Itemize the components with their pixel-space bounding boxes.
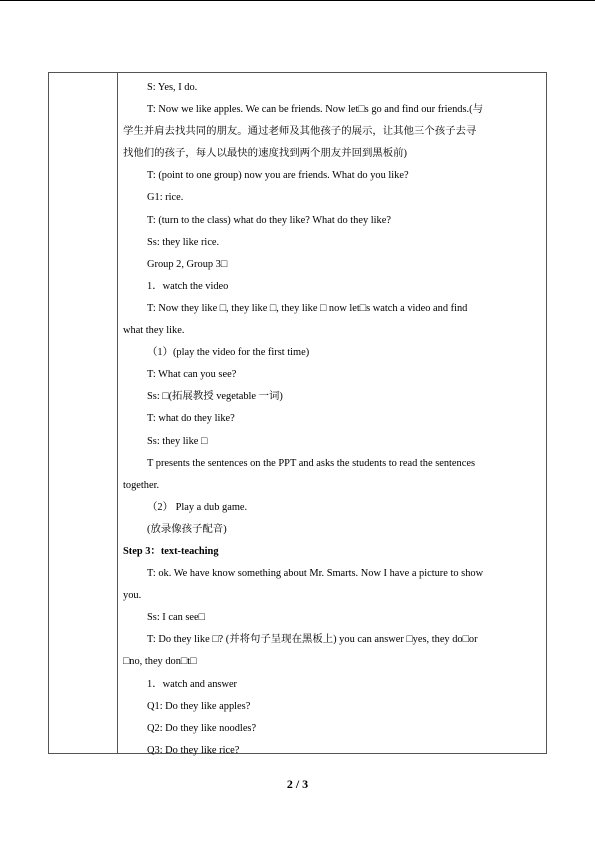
text-line: G1: rice. [147,192,184,204]
text-line: Ss: I can see□ [147,612,205,624]
text-line: Ss: □(拓展教授 vegetable 一词) [147,391,283,403]
text-line: T: (point to one group) now you are friends. What do you like? [147,170,409,182]
text-line: 1．watch the video [147,280,229,292]
text-line: (放录像孩子配音) [147,523,227,535]
page-number: 2 / 3 [286,777,309,791]
text-line: T: Now they like □, they like □, they like □ now let□s watch a video and find [147,302,468,314]
text-line: Ss: they like rice. [147,236,220,248]
text-line: S: Yes, I do. [147,82,198,93]
text-line: together. [123,479,160,491]
section-heading: Step 3：text-teaching [123,545,219,557]
text-line: T: what do they like? [147,413,235,425]
text-line: Q3: Do they like rice? [147,744,240,756]
text-line: 找他们的孩子，每人以最快的速度找到两个朋友并回到黑板前) [123,148,408,160]
text-line: T presents the sentences on the PPT and asks the students to read the sentences [147,457,475,469]
text-line: you. [123,590,142,602]
text-line: T: ok. We have know something about Mr. Smarts. Now I have a picture to show [147,568,484,580]
top-rule [0,0,595,1]
text-line: （2） Play a dub game. [147,501,248,513]
column-divider [117,72,118,754]
text-line: Ss: they like □ [147,435,208,447]
text-line: T: What can you see? [147,369,237,381]
text-line: Q1: Do they like apples? [147,700,251,712]
text-line: Group 2, Group 3□ [147,258,228,270]
text-line: T: Do they like □? (并将句子呈现在黑板上) you can answer □yes, they do□or [147,634,478,646]
text-line: 1．watch and answer [147,678,238,690]
lesson-cell [123,77,542,762]
text-line: □no, they don□t□ [123,656,197,668]
text-line: T: (turn to the class) what do they like? What do they like? [147,214,391,226]
text-line: （1）(play the video for the first time) [147,347,310,359]
text-line: T: Now we like apples. We can be friends. Now let□s go and find our friends.(与 [147,104,483,116]
text-line: what they like. [123,325,185,337]
text-line: 学生并肩去找共同的朋友。通过老师及其他孩子的展示，让其他三个孩子去寻 [123,126,477,138]
text-line: Q2: Do they like noodles? [147,722,257,734]
